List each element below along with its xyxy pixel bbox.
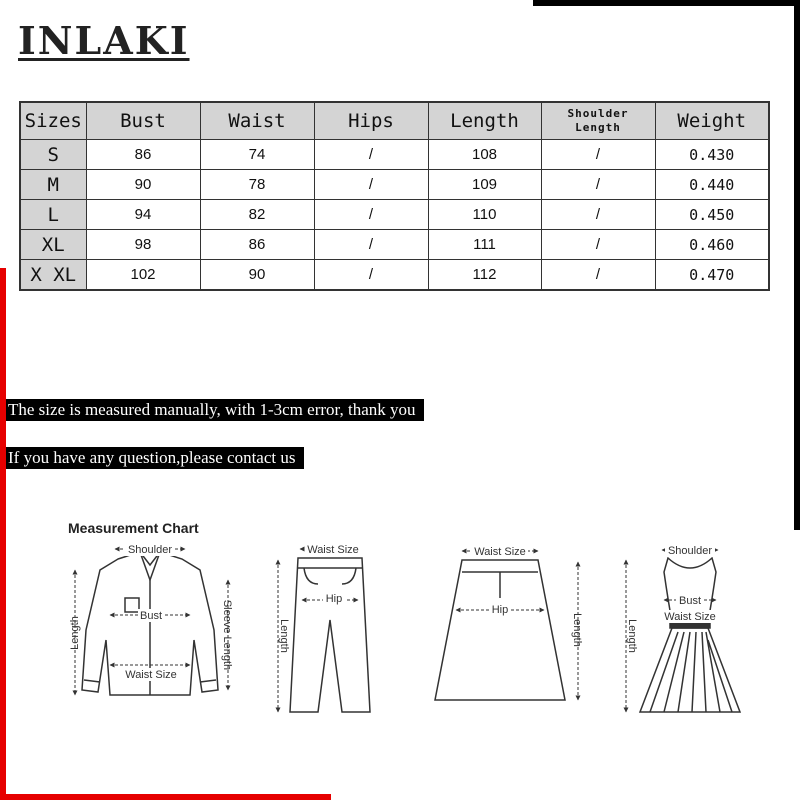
- header-hips: Hips: [314, 102, 428, 140]
- pants-diagram: [290, 558, 370, 712]
- header-shoulder-line1: Shoulder: [567, 107, 629, 120]
- length-cell: 112: [428, 260, 541, 291]
- skirt-length-label: Length: [571, 613, 583, 647]
- bust-cell: 90: [86, 170, 200, 200]
- table-header-row: [20, 102, 769, 140]
- shoulder-cell: /: [541, 230, 655, 260]
- skirt-diagram: [435, 560, 565, 700]
- header-sizes: Sizes: [20, 102, 86, 140]
- hips-cell: /: [314, 260, 428, 291]
- skirt-waist-label: Waist Size: [474, 546, 526, 558]
- error-notice: The size is measured manually, with 1-3cm error, thank you: [6, 399, 424, 421]
- shoulder-cell: /: [541, 200, 655, 230]
- size-table: [19, 101, 770, 291]
- waist-cell: 78: [200, 170, 314, 200]
- weight-cell: 0.470: [655, 260, 769, 291]
- length-cell: 110: [428, 200, 541, 230]
- length-cell: 109: [428, 170, 541, 200]
- waist-cell: 82: [200, 200, 314, 230]
- dress-waist-label: Waist Size: [664, 611, 716, 623]
- pants-waist-label: Waist Size: [307, 544, 359, 556]
- frame-right-bar: [794, 0, 800, 530]
- length-cell: 108: [428, 140, 541, 170]
- table-row: [20, 230, 769, 260]
- contact-notice: If you have any question,please contact us: [6, 447, 304, 469]
- hips-cell: /: [314, 170, 428, 200]
- table-row: [20, 200, 769, 230]
- size-label: XL: [20, 230, 86, 260]
- pants-pocket-right: [342, 568, 356, 584]
- length-cell: 111: [428, 230, 541, 260]
- shirt-waist-label: Waist Size: [125, 669, 177, 681]
- shoulder-cell: /: [541, 170, 655, 200]
- dress-diagram: [640, 558, 740, 712]
- shirt-shoulder-label: Shoulder: [127, 544, 173, 556]
- table-row: [20, 170, 769, 200]
- bust-cell: 98: [86, 230, 200, 260]
- shirt-cuff-left: [84, 680, 100, 682]
- table-row: [20, 260, 769, 291]
- header-length: Length: [428, 102, 541, 140]
- shoulder-cell: /: [541, 260, 655, 291]
- shirt-sleeve-label: Sleeve Length: [221, 599, 233, 671]
- weight-cell: 0.460: [655, 230, 769, 260]
- bust-cell: 86: [86, 140, 200, 170]
- hips-cell: /: [314, 140, 428, 170]
- dress-hem-folds: [650, 632, 732, 712]
- measurement-diagrams: [0, 530, 800, 792]
- frame-top-bar: [533, 0, 800, 6]
- bust-cell: 94: [86, 200, 200, 230]
- shirt-cuff-right: [200, 680, 216, 682]
- waist-cell: 90: [200, 260, 314, 291]
- header-weight: Weight: [655, 102, 769, 140]
- dress-shoulder-label: Shoulder: [667, 545, 713, 557]
- waist-cell: 74: [200, 140, 314, 170]
- pants-hip-label: Hip: [325, 593, 343, 605]
- hips-cell: /: [314, 200, 428, 230]
- pants-outline: [290, 558, 370, 712]
- weight-cell: 0.430: [655, 140, 769, 170]
- table-row: [20, 140, 769, 170]
- dress-bust-label: Bust: [678, 595, 702, 607]
- measurement-chart-title: Measurement Chart: [68, 520, 199, 536]
- waist-cell: 86: [200, 230, 314, 260]
- dress-length-label: Length: [626, 619, 638, 653]
- size-label: S: [20, 140, 86, 170]
- skirt-hip-label: Hip: [491, 604, 509, 616]
- shirt-length-label: Length: [69, 616, 81, 650]
- header-waist: Waist: [200, 102, 314, 140]
- size-label: M: [20, 170, 86, 200]
- size-label: L: [20, 200, 86, 230]
- bust-cell: 102: [86, 260, 200, 291]
- shoulder-cell: /: [541, 140, 655, 170]
- header-shoulder-length: [541, 102, 655, 140]
- weight-cell: 0.440: [655, 170, 769, 200]
- size-label: X XL: [20, 260, 86, 291]
- pants-length-label: Length: [278, 619, 290, 653]
- hips-cell: /: [314, 230, 428, 260]
- weight-cell: 0.450: [655, 200, 769, 230]
- frame-bottom-red-bar: [0, 794, 331, 800]
- header-shoulder-line2: Length: [575, 121, 621, 134]
- shirt-bust-label: Bust: [139, 610, 163, 622]
- brand-logo: INLAKI: [18, 18, 190, 63]
- header-bust: Bust: [86, 102, 200, 140]
- pants-pocket-left: [304, 568, 318, 584]
- shirt-pocket: [125, 598, 139, 612]
